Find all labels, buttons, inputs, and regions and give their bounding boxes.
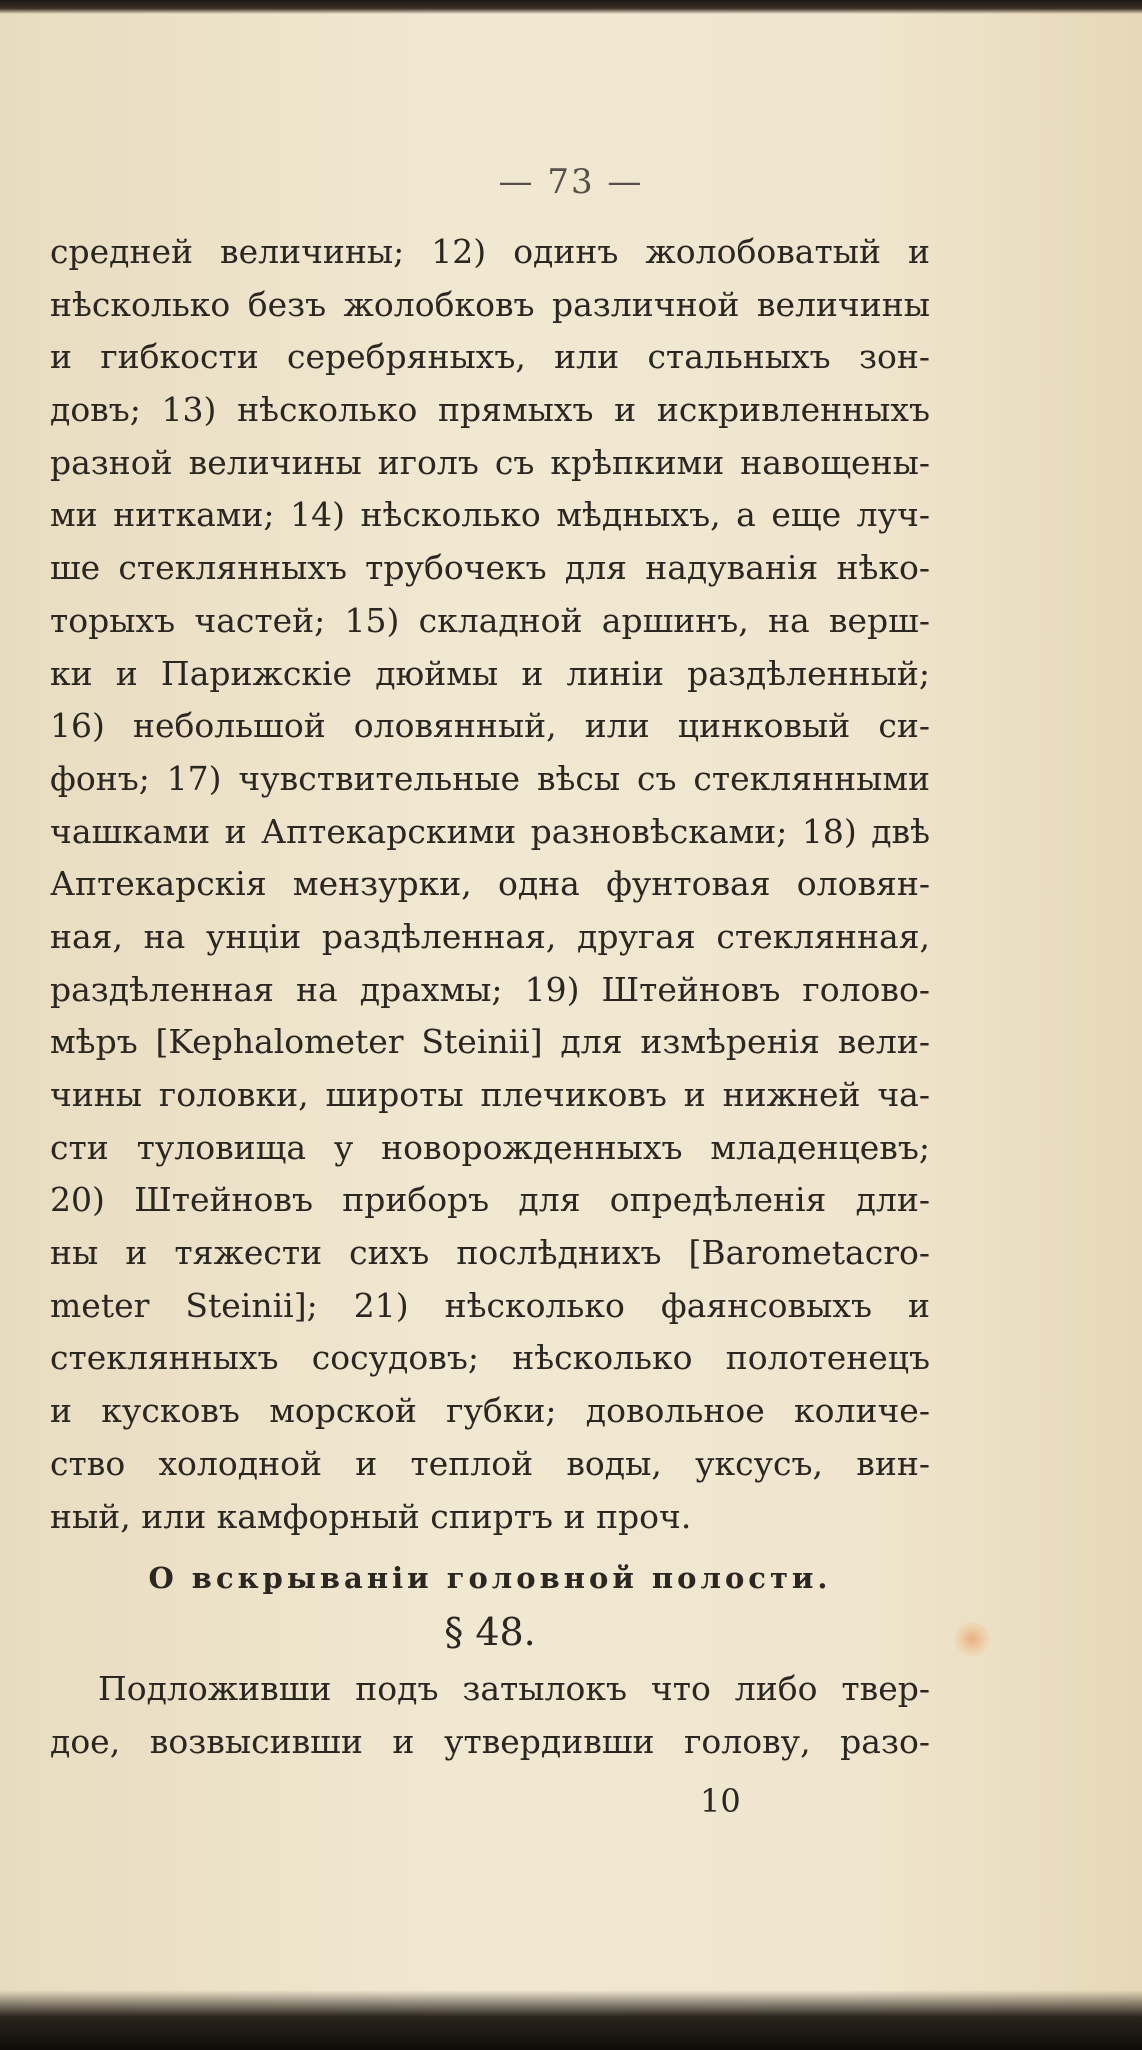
text-line: ная, на унціи раздѣленная, другая стеклянная, [50, 916, 930, 956]
text-line: ство холодной и теплой воды, уксусъ, вин- [50, 1443, 930, 1483]
page-text [50, 226, 930, 1769]
text-line: чины головки, широты плечиковъ и нижней ча- [50, 1075, 930, 1114]
text-line: 16) небольшой оловянный, или цинковый си- [50, 706, 930, 746]
text-line: фонъ; 17) чувствительные вѣсы съ стеклянными [50, 758, 930, 798]
text-line: довъ; 13) нѣсколько прямыхъ и искривленныхъ [50, 390, 930, 430]
text-line: ше стеклянныхъ трубочекъ для надуванія нѣко- [50, 548, 930, 588]
text-line: нѣсколько безъ жолобковъ различной величины [50, 284, 930, 324]
text-line: ми нитками; 14) нѣсколько мѣдныхъ, а еще луч- [50, 495, 930, 535]
text-line: сти туловища у новорожденныхъ младенцевъ; [50, 1127, 930, 1167]
text-line: и гибкости серебряныхъ, или стальныхъ зон- [50, 337, 930, 377]
signature-mark: 10 [700, 1782, 741, 1820]
text-line: Аптекарскія мензурки, одна фунтовая оловян- [50, 864, 930, 904]
text-line: ный, или камфорный спиртъ и проч. [50, 1496, 692, 1536]
text-line: раздѣленная на драхмы; 19) Штейновъ голово- [50, 969, 930, 1009]
section-title: О вскрываніи головной полости. [148, 1561, 832, 1596]
text-line: ны и тяжести сихъ послѣднихъ [Barometacro- [50, 1233, 930, 1273]
text-line: и кусковъ морской губки; довольное количе- [50, 1391, 930, 1431]
text-line: мѣръ [Kephalometer Steinii] для измѣренія вели- [50, 1022, 930, 1062]
text-line: meter Steinii]; 21) нѣсколько фаянсовыхъ и [50, 1285, 930, 1325]
text-line: разной величины иголъ съ крѣпкими навощены- [50, 442, 930, 482]
paper-stain [955, 1622, 989, 1656]
text-line: средней величины; 12) одинъ жолобоватый и [50, 232, 930, 271]
scan-bottom-edge [0, 1990, 1142, 2050]
text-line: ки и Парижскіе дюймы и линіи раздѣленный; [50, 653, 930, 693]
section-number: § 48. [444, 1610, 536, 1655]
text-line: Подложивши подъ затылокъ что либо твер- [98, 1669, 930, 1709]
text-line: стеклянныхъ сосудовъ; нѣсколько полотенецъ [50, 1338, 930, 1378]
text-line: чашками и Аптекарскими разновѣсками; 18) двѣ [50, 811, 930, 851]
text-line: торыхъ частей; 15) складной аршинъ, на верш- [50, 600, 930, 640]
text-line: дое, возвысивши и утвердивши голову, разо- [50, 1721, 930, 1761]
text-line: 20) Штейновъ приборъ для опредѣленія дли- [50, 1180, 930, 1220]
scan-top-edge [0, 0, 1142, 14]
running-head: — 73 — [498, 162, 644, 202]
